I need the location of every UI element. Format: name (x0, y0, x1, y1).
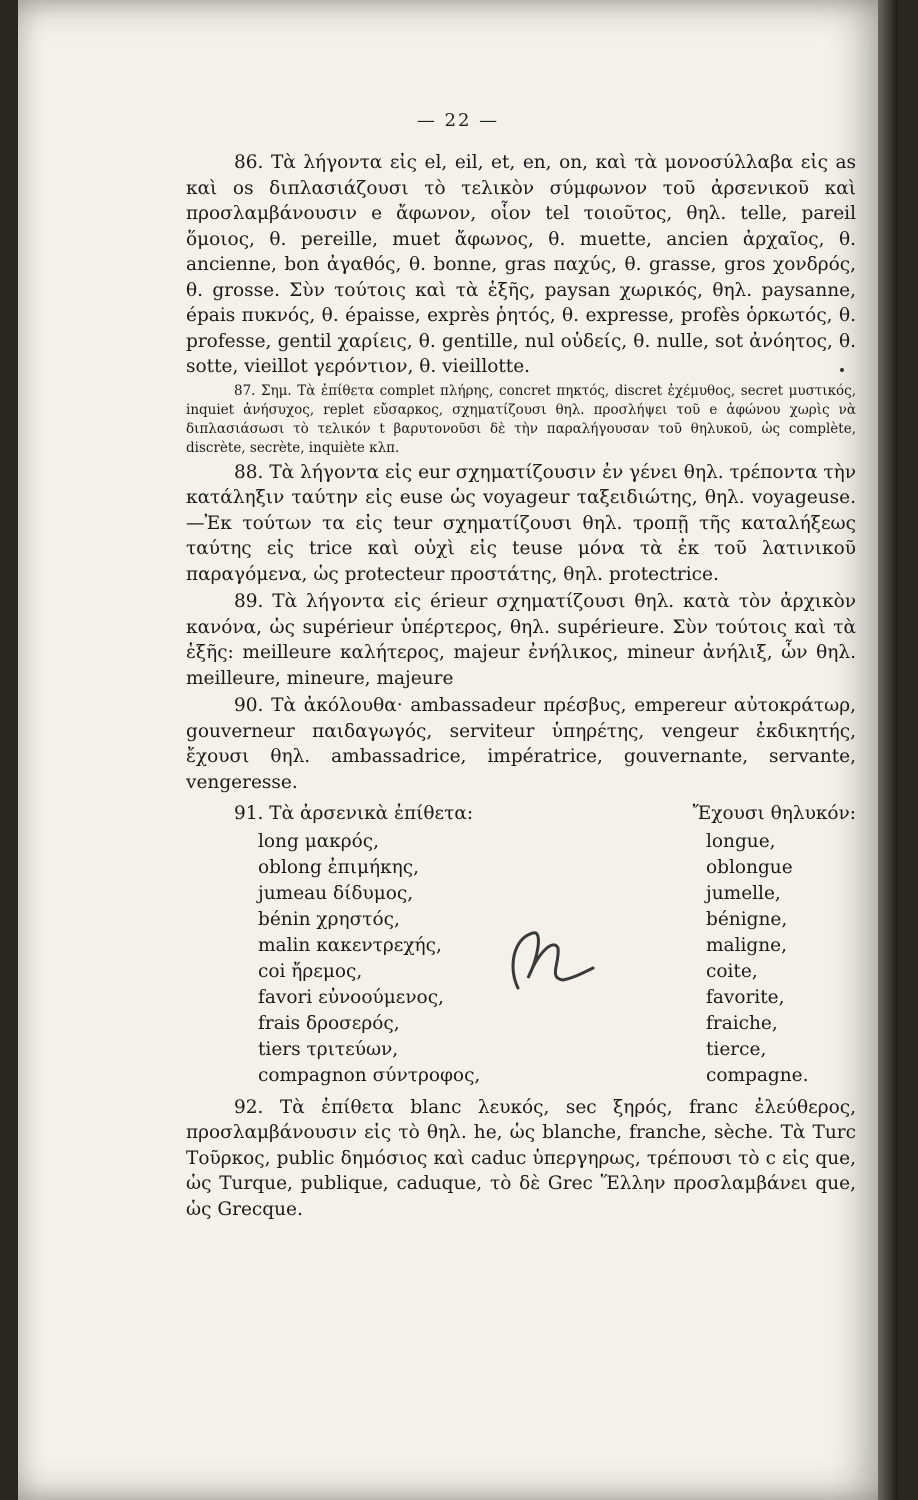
masculine-cell: coi ἤρεμος, (258, 960, 363, 982)
masculine-cell: oblong ἐπιμήκης, (258, 856, 420, 878)
masculine-cell: long μακρός, (258, 830, 380, 852)
feminine-cell: longue, (706, 830, 776, 852)
table-row (186, 1037, 856, 1063)
feminine-cell: maligne, (706, 934, 787, 956)
masculine-cell: frais δροσερός, (258, 1012, 400, 1034)
feminine-cell: oblongue (706, 856, 793, 878)
table-row (186, 1011, 856, 1037)
masculine-cell: compagnon σύντροφος, (258, 1064, 481, 1086)
adjective-table-header (186, 801, 856, 827)
table-row (186, 855, 856, 881)
masculine-header: 91. Τὰ ἀρσενικὰ ἐπίθετα: (234, 803, 474, 824)
table-row (186, 829, 856, 855)
masculine-cell: tiers τριτεύων, (258, 1038, 399, 1060)
feminine-cell: tierce, (706, 1038, 767, 1060)
table-row (186, 881, 856, 907)
paragraph-92: 92. Τὰ ἐπίθετα blanc λευκός, sec ξηρός, franc ἐλεύθερος, προσλαμβάνουσιν εἰς τὸ θηλ. he, ὡς blanche, franche, sèche. Τὰ Turc Τοῦρκος, public δημόσιος καὶ caduc ὑπεργηρως, τρέπουσι τὸ c εἰς que, ὡς Turque, publique, caduque, τὸ δὲ Grec Ἕλλην προσλαμβάνει que, ὡς Grecque. (186, 1096, 856, 1220)
handwritten-mark (488, 918, 608, 998)
feminine-cell: fraiche, (706, 1012, 778, 1034)
page-body (186, 150, 856, 1224)
book-page (18, 0, 898, 1500)
feminine-cell: coite, (706, 960, 758, 982)
page-number: — 22 — (416, 110, 500, 131)
feminine-cell: favorite, (706, 986, 785, 1008)
paragraph-89: 89. Τὰ λήγοντα εἰς érieur σχηματίζουσι θηλ. κατὰ τὸν ἀρχικὸν κανόνα, ὡς supérieur ὑπέρτερος, θηλ. supérieure. Σὺν τούτοις καὶ τὰ ἑξῆς: meilleure καλήτερος, majeur ἐνήλικος, mineur ἀνήλιξ, ὧν θηλ. meilleure, mineure, majeure (186, 591, 856, 689)
masculine-cell: favori εὐνοούμενος, (258, 986, 444, 1008)
masculine-cell: malin κακεντρεχής, (258, 934, 442, 956)
paragraph-86: 86. Τὰ λήγοντα εἰς el, eil, et, en, on, καὶ τὰ μονοσύλλαβα εἰς as καὶ os διπλασιάζουσι τὸ τελικὸν σύμφωνον τοῦ ἀρσενικοῦ καὶ προσλαμβάνουσιν e ἄφωνον, οἷον tel τοιοῦτος, θηλ. telle, pareil ὅμοιος, θ. pereille, muet ἄφωνος, θ. muette, ancien ἀρχαῖος, θ. ancienne, bon ἀγαθός, θ. bonne, gras παχύς, θ. grasse, gros χονδρός, θ. grosse. Σὺν τούτοις καὶ τὰ ἑξῆς, paysan χωρικός, θηλ. paysanne, épais πυκνός, θ. épaisse, exprès ῥητός, θ. expresse, profès ὁρκωτός, θ. professe, gentil χαρίεις, θ. gentille, nul οὐδείς, θ. nulle, sot ἀνόητος, θ. sotte, vieillot γερόντιον, θ. vieillotte. (186, 152, 856, 377)
feminine-header: Ἔχουσι θηλυκόν: (692, 803, 856, 824)
paragraph-88: 88. Τὰ λήγοντα εἰς eur σχηματίζουσιν ἐν γένει θηλ. τρέποντα τὴν κατάληξιν ταύτην εἰς euse ὡς voyageur ταξειδιώτης, θηλ. voyageuse.—Ἐκ τούτων τα εἰς teur σχηματίζουσι θηλ. τροπῇ τῆς καταλήξεως ταύτης εἰς trice καὶ οὐχὶ εἰς teuse μόνα τὰ ἐκ τοῦ λατινικοῦ παραγόμενα, ὡς protecteur προστάτης, θηλ. protectrice. (186, 461, 856, 585)
paragraph-87: 87. Σημ. Τὰ ἐπίθετα complet πλήρης, concret πηκτός, discret ἐχέμυθος, secret μυστικός, inquiet ἀνήσυχος, replet εὔσαρκος, σχηματίζουσι θηλ. προσλήψει τοῦ e ἀφώνου χωρὶς νὰ διπλασιάσωσι τὸ τελικόν t βαρυτονοῦσι δὲ τὴν παραλήγουσαν τοῦ θηλυκοῦ, ὡς complète, discrète, secrète, inquiète κλπ. (186, 382, 856, 456)
table-row (186, 1063, 856, 1089)
masculine-cell: jumeau δίδυμος, (258, 882, 414, 904)
feminine-cell: bénigne, (706, 908, 788, 930)
feminine-cell: compagne. (706, 1064, 809, 1086)
feminine-cell: jumelle, (706, 882, 781, 904)
paragraph-90: 90. Τὰ ἀκόλουθα· ambassadeur πρέσβυς, empereur αὐτοκράτωρ, gouverneur παιδαγωγός, serviteur ὑπηρέτης, vengeur ἐκδικητής, ἔχουσι θηλ. ambassadrice, impératrice, gouvernante, servante, vengeresse. (186, 695, 856, 793)
margin-speck (840, 368, 844, 372)
masculine-cell: bénin χρηστός, (258, 908, 400, 930)
book-spine (878, 0, 898, 1500)
